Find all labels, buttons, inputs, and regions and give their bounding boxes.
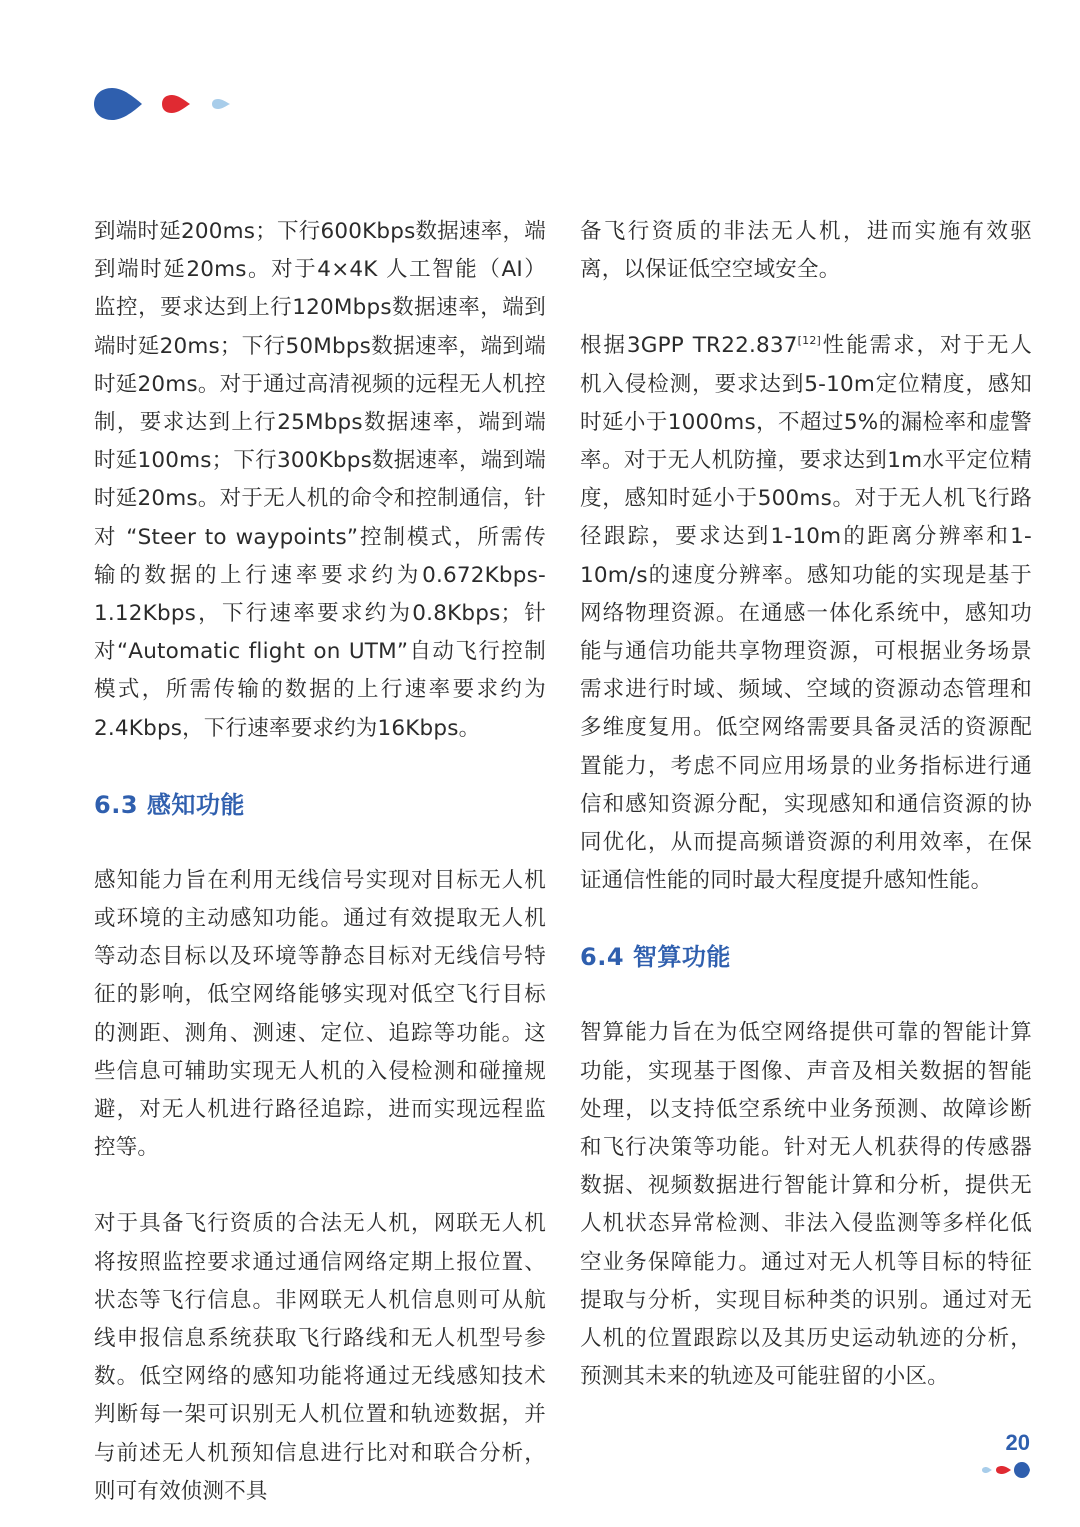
text-3gpp-lead: 根据3GPP TR22.837 (580, 333, 798, 359)
paragraph-3gpp-requirements (580, 327, 1032, 900)
paragraph-sensing-capability: 感知能力旨在利用无线信号实现对目标无人机或环境的主动感知功能。通过有效提取无人机等动态目标以及环境等静态目标对无线信号特征的影响，低空网络能够实现对低空飞行目标的测距、测角、测速、定位、追踪等功能。这些信息可辅助实现无人机的入侵检测和碰撞规避，对无人机进行路径追踪，进而实现远程监控等。 (94, 867, 546, 1161)
light-blue-drop-icon (212, 99, 230, 109)
paragraph-legal-drones: 对于具备飞行资质的合法无人机，网联无人机将按照监控要求通过通信网络定期上报位置、状态等飞行信息。非网联无人机信息则可从航线申报信息系统获取飞行路线和无人机型号参数。低空网络的感知功能将通过无线感知技术判断每一架可识别无人机位置和轨迹数据，并与前述无人机预知信息进行比对和联合分析，则可有效侦测不具 (94, 1211, 546, 1504)
large-blue-drop-icon (94, 88, 142, 120)
reference-citation: [12] (797, 334, 822, 348)
footer-blue-drop-icon (1014, 1462, 1030, 1478)
text-3gpp-body: 性能需求，对于无人机入侵检测，要求达到5-10m定位精度，感知时延小于1000ms，不超过5%的漏检率和虚警率。对于无人机防撞，要求达到1m水平定位精度，感知时延小于500ms。对于无人机飞行路径跟踪，要求达到1-10m的距离分辨率和1-10m/s的速度分辨率。感知功能的实现是基于网络物理资源。在通感一体化系统中，感知功能与通信功能共享物理资源，可根据业务场景需求进行时域、频域、空域的资源动态管理和多维度复用。低空网络需要具备灵活的资源配置能力，考虑不同应用场景的业务指标进行通信和感知资源分配，实现感知和通信资源的协同优化，从而提高频谱资源的利用效率，在保证通信性能的同时最大程度提升感知性能。 (580, 333, 1033, 894)
section-heading-6-4: 6.4 智算功能 (580, 943, 731, 972)
section-heading-6-3: 6.3 感知功能 (94, 790, 245, 819)
right-column (580, 213, 1032, 1396)
footer-drops-icon (980, 1460, 1032, 1480)
footer-light-drop-icon (982, 1467, 992, 1473)
paragraph-intelligent-computing: 智算能力旨在为低空网络提供可靠的智能计算功能，实现基于图像、声音及相关数据的智能处理，以支持低空系统中业务预测、故障诊断和飞行决策等功能。针对无人机获得的传感器数据、视频数据进行智能计算和分析，提供无人机状态异常检测、非法入侵监测等多样化低空业务保障能力。通过对无人机等目标的特征提取与分析，实现目标种类的识别。通过对无人机的位置跟踪以及其历史运动轨迹的分析，预测其未来的轨迹及可能驻留的小区。 (580, 1020, 1032, 1390)
red-drop-icon (162, 95, 190, 113)
footer-red-drop-icon (996, 1466, 1011, 1474)
paragraph-illegal-drones: 备飞行资质的非法无人机，进而实施有效驱离，以保证低空空域安全。 (580, 219, 1032, 283)
page-number: 20 (1005, 1430, 1030, 1455)
header-logo-drops-icon (90, 84, 240, 124)
left-column (94, 213, 546, 1511)
paragraph-latency-requirements: 到端时延200ms；下行600Kbps数据速率，端到端时延20ms。对于4×4K 人工智能（AI）监控，要求达到上行120Mbps数据速率，端到端时延20ms；下行50Mbps数据速率，端到端时延20ms。对于通过高清视频的远程无人机控制，要求达到上行25Mbps数据速率，端到端时延100ms；下行300Kbps数据速率，端到端时延20ms。对于无人机的命令和控制通信，针对 “Steer to waypoints”控制模式，所需传输的数据的上行速率要求约为0.672Kbps-1.12Kbps，下行速率要求约为0.8Kbps；针对“Automatic flight on UTM”自动飞行控制模式，所需传输的数据的上行速率要求约为2.4Kbps，下行速率要求约为16Kbps。 (94, 219, 546, 741)
